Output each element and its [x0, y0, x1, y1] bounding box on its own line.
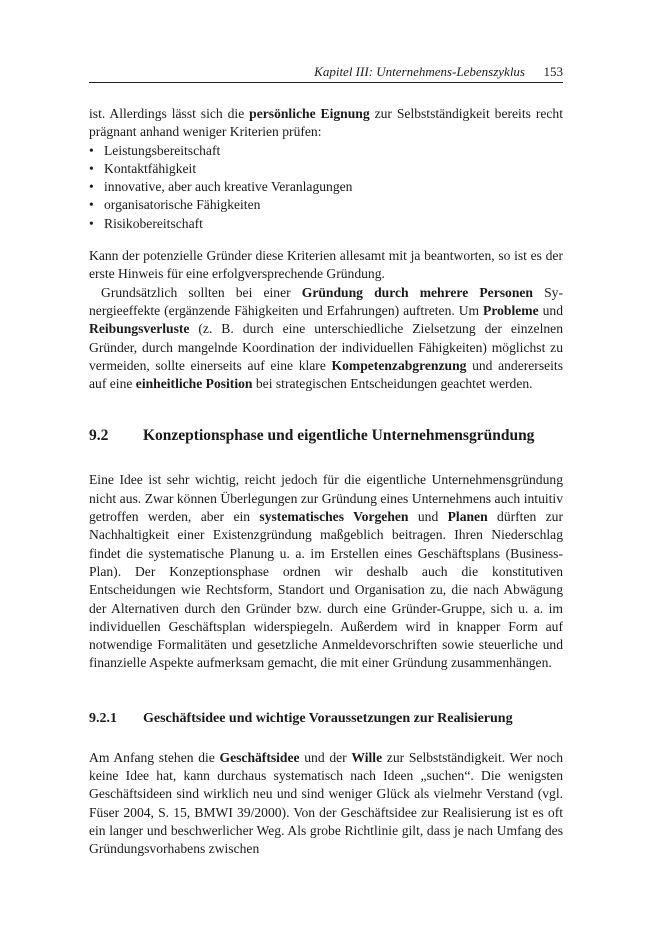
section-title: Geschäftsidee und wichtige Voraussetzungen zur Realisierung [143, 710, 513, 726]
chapter-title: Kapitel III: Unternehmens-Lebenszyklus [314, 64, 525, 79]
section-number: 9.2 [89, 427, 109, 445]
section-title: Konzeptionsphase und eigentliche Unternehmensgründung [143, 427, 535, 445]
section-number: 9.2.1 [89, 710, 117, 726]
section-heading-9-2 [89, 427, 563, 445]
bullet-icon: • [89, 215, 94, 231]
running-header [89, 62, 563, 83]
list-item: • innovative, aber auch kreative Veranlagungen [89, 178, 563, 196]
page-number: 153 [543, 64, 563, 79]
list-item: • Kontaktfähigkeit [89, 160, 563, 178]
list-item: • organisatorische Fähigkeiten [89, 196, 563, 214]
list-item: • Leistungsbereitschaft [89, 142, 563, 160]
team-paragraph: Grundsätzlich sollten bei einer Gründung durch mehrere Personen Synergieeffekte (ergänzende Fähigkeiten und Erfahrungen) auftreten. Um Probleme und Reibungsverluste (z. B. durch eine unterschiedliche Zielsetzung der einzelnen Gründer, durch mangelnde Koordination der individuellen Fähigkeiten) möglichst zu vermeiden, sollte einerseits auf eine klare Kompetenzabgrenzung und andererseits auf eine einheitliche Position bei strategischen Entscheidungen geachtet werden. [89, 284, 564, 392]
bullet-icon: • [89, 197, 94, 213]
intro-paragraph: ist. Allerdings lässt sich die persönliche Eignung zur Selbstständigkeit bereits recht prägnant anhand weniger Kriterien prüfen: [89, 106, 563, 140]
bullet-icon: • [89, 160, 94, 176]
conception-paragraph: Eine Idee ist sehr wichtig, reicht jedoch für die eigentliche Unternehmensgründung nicht aus. Zwar können Überlegungen zur Gründung eines Unternehmens auch intuitiv getroffen werden, aber ein systematisches Vorgehen und Planen dürften zur Nachhaltigkeit einer Existenzgründung maßgeblich beitragen. Ihren Niederschlag findet die systematische Planung u. a. im Erstellen eines Geschäftsplans (Business-Plan). Der Konzeptionsphase ordnen wir deshalb auch die konstitutiven Entscheidungen wie Rechtsform, Standort und Organisation zu, die nach Abwägung der Alternativen durch den Gründer bzw. durch eine Gründer-Gruppe, sich u. a. im individuellen Geschäftsplan widerspiegeln. Außerdem wird in knapper Form auf notwendige Formalitäten und gesetzliche Anmeldevorschriften sowie steuerliche und finanzielle Aspekte aufmerksam gemacht, die mit einer Gründung zusammenhängen. [89, 472, 563, 671]
book-page [89, 62, 563, 859]
section-heading-9-2-1 [89, 711, 563, 727]
bullet-icon: • [89, 142, 94, 158]
answer-paragraph: Kann der potenzielle Gründer diese Kriterien allesamt mit ja beantworten, so ist es der erste Hinweis für eine erfolgversprechende Gründung. [89, 248, 563, 282]
bullet-icon: • [89, 179, 94, 195]
business-idea-paragraph: Am Anfang stehen die Geschäftsidee und der Wille zur Selbstständigkeit. Wer noch keine Idee hat, kann durchaus systematisch nach Ideen „suchen“. Die wenigsten Geschäftsideen sind wirklich neu und sind weniger Glück als vielmehr Verstand (vgl. Füser 2004, S. 15, BMWI 39/2000). Von der Geschäftsidee zur Realisierung ist es oft ein langer und beschwerlicher Weg. Als grobe Richtlinie gilt, dass je nach Umfang des Gründungsvorhabens zwischen [89, 749, 563, 857]
criteria-list [89, 142, 563, 233]
list-item: • Risikobereitschaft [89, 215, 563, 233]
